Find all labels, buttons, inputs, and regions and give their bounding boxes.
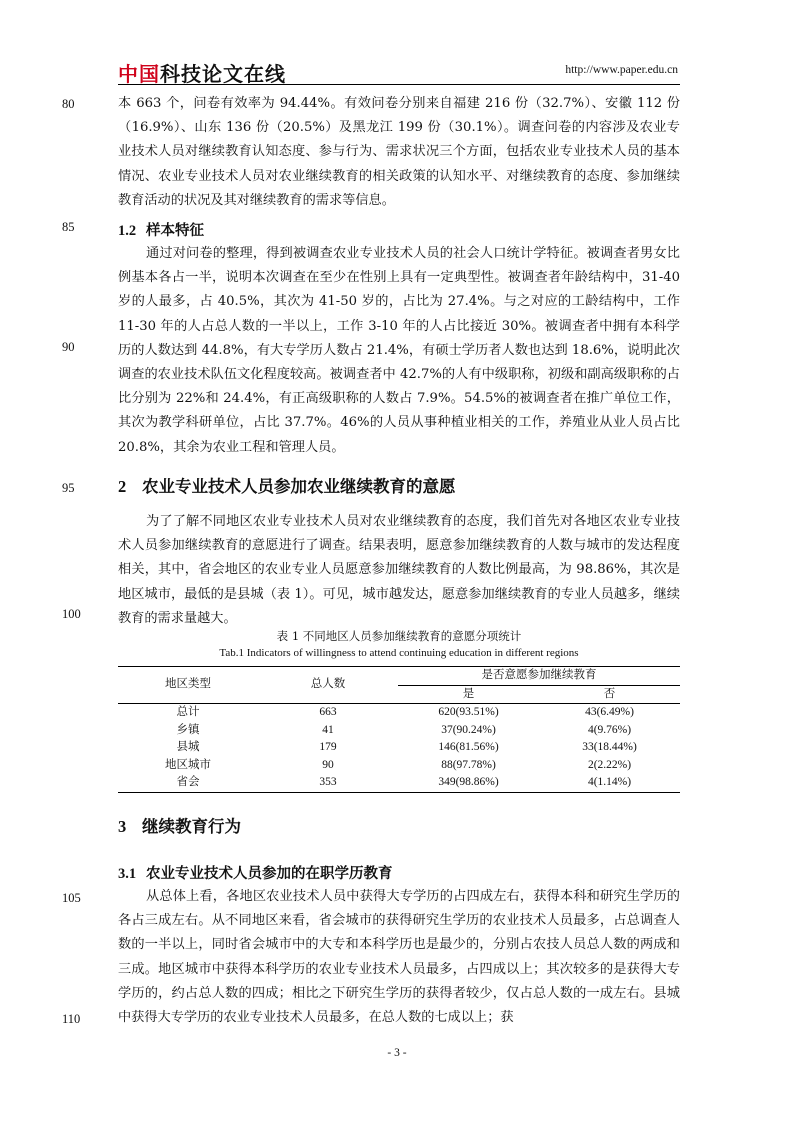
section-number: 3 [118, 817, 127, 836]
cell-yes: 620(93.51%) [438, 706, 499, 718]
journal-logo [118, 58, 286, 87]
cell-total: 353 [258, 774, 398, 792]
table-row [118, 722, 680, 740]
column-header-group: 是否意愿参加继续教育 [398, 667, 680, 686]
page-header [118, 56, 678, 84]
cell-total: 90 [322, 758, 334, 771]
paragraph-intro: 本 663 个，问卷有效率为 94.44%。有效问卷分别来自福建 216 份（32.7%）、安徽 112 份（16.9%）、山东 136 份（20.5%）及黑龙江 199 份（30.1%）。调查问卷的内容涉及农业专业技术人员对继续教育认知态度、参与行为、需求状况三个方面，包括农业专业技术人员的基本情况、农业专业技术人员对农业继续教育的相关政策的认知水平、对继续教育的态度、参加继续教育活动的状况及其对继续教育的需求等信息。 [118, 96, 680, 208]
cell-region: 省会 [118, 774, 258, 792]
cell-no: 2(2.22%) [587, 758, 632, 771]
willingness-table [118, 666, 680, 793]
column-header-no: 否 [539, 685, 680, 704]
paragraph-in-service-education: 从总体上看，各地区农业技术人员中获得大专学历的占四成左右，获得本科和研究生学历的各占三成左右。从不同地区来看，省会城市的获得研究生学历的农业技术人员最多，占总调查人数的一半以上，同时省会城市中的大专和本科学历也是最少的，分别占农技人员总人数的两成和三成。地区城市中获得本科学历的农业专业技术人员最多，占四成以上；其次较多的是获得大专学历的，约占总人数的四成；相比之下研究生学历的获得者较少，仅占总人数的一成左右。县城中获得大专学历的农业专业技术人员最多，在总人数的七成以上；获 [118, 889, 680, 1026]
column-header-yes: 是 [398, 685, 539, 704]
table-row [118, 704, 680, 722]
line-number: 95 [62, 481, 75, 495]
paragraph-sample-features: 通过对问卷的整理，得到被调查农业专业技术人员的社会人口统计学特征。被调查者男女比例基本各占一半，说明本次调查在至少在性别上具有一定典型性。被调查者年龄结构中，31-40 岁的人最多，占 40.5%，其次为 41-50 岁的，占比为 27.4%。与之对应的工龄结构中，工作 11-30 年的人占总人数的一半以上，工作 3-10 年的人占比接近 30%。被调查者中拥有本科学历的人数达到 44.8%，有大专学历人数占 21.4%，有硕士学历者人数也达到 18.6%，说明此次调查的农业技术队伍文化程度较高。被调查者中 42.7%的人有中级职称，初级和副高级职称的占比分别为 22%和 24.4%，有正高级职称的人数占 7.9%。54.5%的被调查者在推广单位工作，其次为教学科研单位，占比 37.7%。46%的人员从事种植业相关的工作，养殖业从业人员占比 20.8%，其余为农业工程和管理人员。 [118, 246, 680, 455]
header-url[interactable]: http://www.paper.edu.cn [565, 64, 678, 76]
cell-total: 179 [319, 741, 337, 753]
line-number: 110 [62, 1012, 81, 1026]
section-heading-2 [118, 473, 456, 497]
logo-red-text: 中国 [118, 62, 160, 86]
table-row [118, 757, 680, 775]
page-number: - 3 - [387, 1047, 407, 1059]
line-number: 105 [62, 891, 81, 905]
cell-yes: 146(81.56%) [438, 741, 499, 753]
cell-total: 41 [322, 723, 334, 736]
section-title: 农业专业技术人员参加的在职学历教育 [146, 866, 393, 882]
cell-region: 县城 [176, 741, 200, 753]
cell-no: 4(1.14%) [539, 774, 680, 792]
paragraph-willingness: 为了了解不同地区农业专业技术人员对农业继续教育的态度，我们首先对各地区农业专业技术人员参加继续教育的意愿进行了调查。结果表明，愿意参加继续教育的人数与城市的发达程度相关，其中，省会地区的农业专业人员愿意参加继续教育的人数比例最高，为 98.86%，其次是地区城市，最低的是县城（表 1）。可见，城市越发达，愿意参加继续教育的专业人员越多，继续教育的需求量越大。 [118, 514, 680, 626]
cell-yes: 349(98.86%) [398, 774, 539, 792]
column-header-region: 地区类型 [118, 667, 258, 704]
section-number: 2 [118, 477, 127, 496]
table-caption-en: Tab.1 Indicators of willingness to attend continuing education in different regions [219, 647, 579, 659]
table-row [118, 774, 680, 792]
cell-yes: 88(97.78%) [441, 758, 496, 771]
section-number: 3.1 [118, 866, 137, 882]
section-title: 继续教育行为 [142, 817, 241, 836]
cell-region: 地区城市 [165, 758, 211, 771]
section-title: 农业专业技术人员参加农业继续教育的意愿 [142, 477, 456, 496]
section-heading-3 [118, 813, 241, 837]
cell-yes: 37(90.24%) [441, 723, 496, 736]
section-heading-1-2 [118, 219, 204, 240]
line-number: 85 [62, 220, 75, 234]
section-heading-3-1 [118, 862, 393, 883]
logo-black-text: 科技论文在线 [160, 62, 286, 86]
cell-region: 乡镇 [176, 723, 200, 736]
line-number: 100 [62, 607, 81, 621]
cell-no: 33(18.44%) [582, 741, 637, 753]
section-title: 样本特征 [146, 223, 204, 239]
table-caption-cn: 表 1 不同地区人员参加继续教育的意愿分项统计 [276, 629, 522, 643]
line-number: 80 [62, 97, 75, 111]
column-header-total: 总人数 [258, 667, 398, 704]
cell-no: 43(6.49%) [585, 706, 634, 718]
header-rule [118, 84, 680, 85]
cell-total: 663 [319, 706, 337, 718]
cell-no: 4(9.76%) [587, 723, 632, 736]
line-number: 90 [62, 340, 75, 354]
cell-region: 总计 [176, 706, 200, 718]
section-number: 1.2 [118, 223, 137, 239]
table-row [118, 739, 680, 757]
